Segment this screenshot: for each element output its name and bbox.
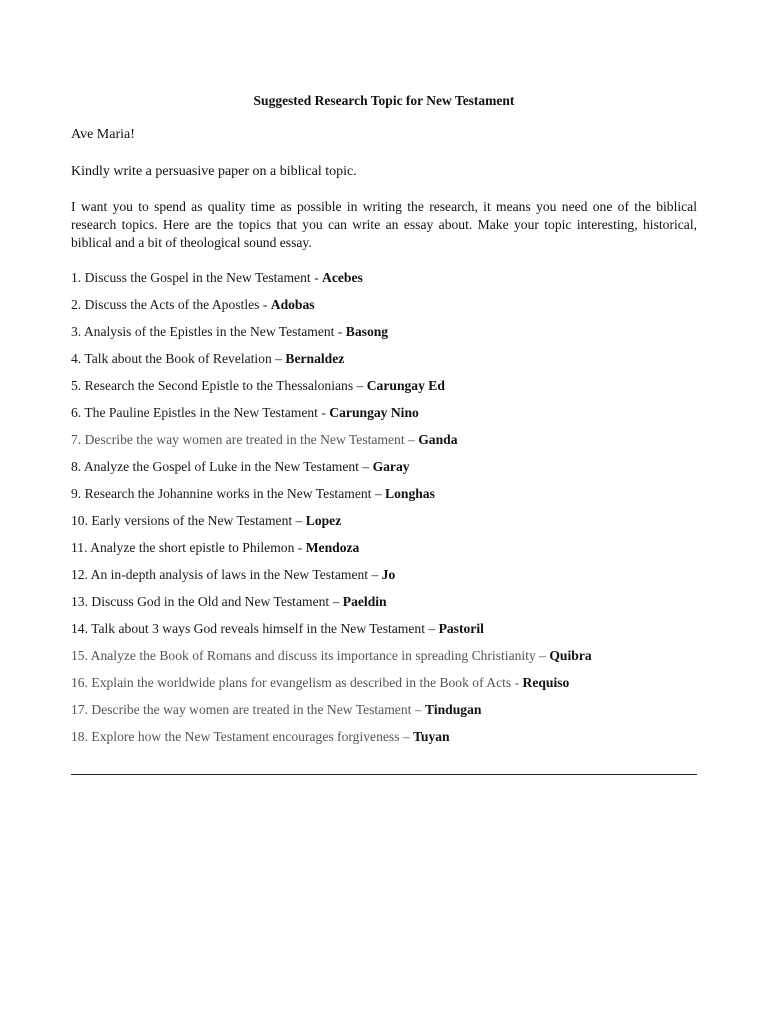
topic-description: 10. Early versions of the New Testament – xyxy=(71,513,306,528)
topic-description: 2. Discuss the Acts of the Apostles - xyxy=(71,297,271,312)
topic-description: 8. Analyze the Gospel of Luke in the New Testament – xyxy=(71,459,373,474)
student-name: Mendoza xyxy=(305,540,360,555)
topic-item xyxy=(71,458,711,485)
topic-item xyxy=(71,620,711,647)
topic-description: 13. Discuss God in the Old and New Testament – xyxy=(71,594,343,609)
topic-description: 3. Analysis of the Epistles in the New Testament - xyxy=(71,324,346,339)
topic-description: 18. Explore how the New Testament encourages forgiveness – xyxy=(71,729,414,744)
student-name: Tindugan xyxy=(425,702,482,717)
topic-description: 7. Describe the way women are treated in the New Testament – xyxy=(71,432,419,447)
topic-description: 4. Talk about the Book of Revelation – xyxy=(71,351,286,366)
topic-item xyxy=(71,674,711,701)
topic-description: 9. Research the Johannine works in the New Testament – xyxy=(71,486,386,501)
student-name: Basong xyxy=(345,324,389,339)
student-name: Tuyan xyxy=(413,729,450,744)
topic-item xyxy=(71,350,711,377)
topic-description: 11. Analyze the short epistle to Philemon - xyxy=(71,540,306,555)
student-name: Garay xyxy=(372,459,410,474)
topic-description: 17. Describe the way women are treated in the New Testament – xyxy=(71,702,425,717)
topic-description: 1. Discuss the Gospel in the New Testament - xyxy=(71,270,322,285)
horizontal-divider xyxy=(71,774,697,775)
student-name: Jo xyxy=(381,567,396,582)
topic-item xyxy=(71,323,711,350)
student-name: Acebes xyxy=(322,270,363,285)
topic-item xyxy=(71,377,711,404)
topic-description: 15. Analyze the Book of Romans and discuss its importance in spreading Christianity – xyxy=(71,648,550,663)
topic-description: 6. The Pauline Epistles in the New Testament - xyxy=(71,405,330,420)
topic-item xyxy=(71,728,711,755)
document-title: Suggested Research Topic for New Testament xyxy=(253,93,515,108)
student-name: Pastoril xyxy=(438,621,484,636)
topic-item xyxy=(71,269,711,296)
student-name: Paeldin xyxy=(342,594,387,609)
topic-item xyxy=(71,485,711,512)
topic-item xyxy=(71,701,711,728)
student-name: Longhas xyxy=(385,486,435,501)
student-name: Ganda xyxy=(418,432,458,447)
topic-description: 16. Explain the worldwide plans for evangelism as described in the Book of Acts - xyxy=(71,675,523,690)
topic-description: 14. Talk about 3 ways God reveals himself in the New Testament – xyxy=(71,621,439,636)
greeting: Ave Maria! xyxy=(71,127,135,142)
student-name: Bernaldez xyxy=(285,351,345,366)
topic-item xyxy=(71,647,711,674)
student-name: Lopez xyxy=(305,513,342,528)
topic-item xyxy=(71,512,711,539)
intro-paragraph: I want you to spend as quality time as possible in writing the research, it means you need one of the biblical research topics. Here are the topics that you can write an essay about. Make your topic interesting, historical, biblical and a bit of theological sound essay. xyxy=(71,199,697,250)
topic-item xyxy=(71,539,711,566)
topic-description: 12. An in-depth analysis of laws in the New Testament – xyxy=(71,567,382,582)
student-name: Quibra xyxy=(549,648,592,663)
student-name: Carungay Ed xyxy=(366,378,445,393)
student-name: Adobas xyxy=(270,297,315,312)
topic-item xyxy=(71,593,711,620)
topic-item xyxy=(71,566,711,593)
topic-item xyxy=(71,431,711,458)
student-name: Carungay Nino xyxy=(329,405,419,420)
instruction-paragraph: Kindly write a persuasive paper on a biblical topic. xyxy=(71,164,357,179)
topic-description: 5. Research the Second Epistle to the Thessalonians – xyxy=(71,378,367,393)
topic-item xyxy=(71,296,711,323)
topic-list xyxy=(71,269,711,755)
student-name: Requiso xyxy=(522,675,570,690)
topic-item xyxy=(71,404,711,431)
